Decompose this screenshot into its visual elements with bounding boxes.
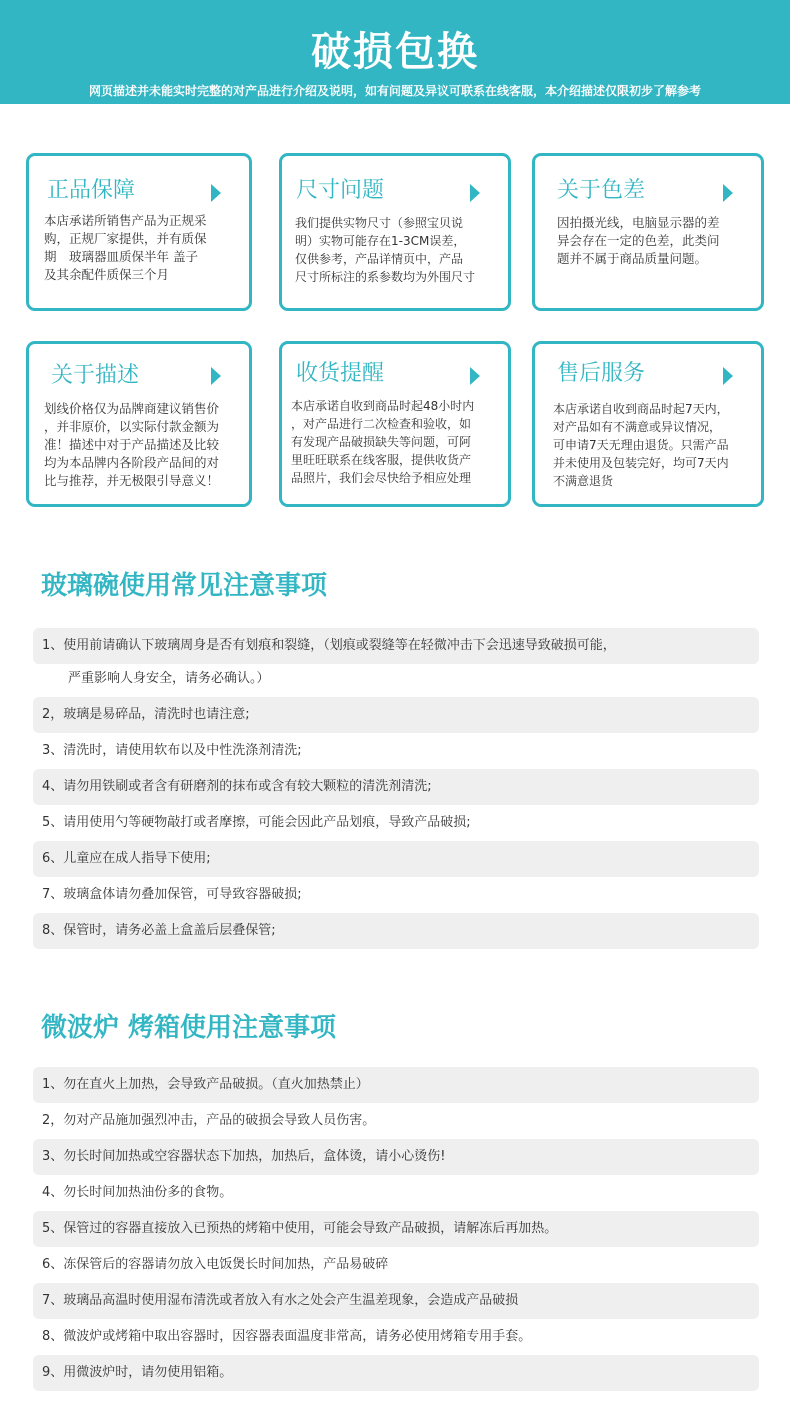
list-item: 6、儿童应在成人指导下使用; bbox=[33, 841, 759, 877]
card-color-difference bbox=[532, 153, 764, 311]
list-item: 1、勿在直火上加热，会导致产品破损。（直火加热禁止） bbox=[33, 1067, 759, 1103]
list-item: 5、保管过的容器直接放入已预热的烤箱中使用，可能会导致产品破损，请解冻后再加热。 bbox=[33, 1211, 759, 1247]
list-item: 8、微波炉或烤箱中取出容器时，因容器表面温度非常高，请务必使用烤箱专用手套。 bbox=[42, 1329, 532, 1344]
list-item: 1、使用前请确认下玻璃周身是否有划痕和裂缝，（划痕或裂缝等在轻微冲击下会迅速导致破损可能， bbox=[33, 628, 759, 664]
list-item: 8、保管时，请务必盖上盒盖后层叠保管; bbox=[33, 913, 759, 949]
list-item: 2，玻璃是易碎品，清洗时也请注意; bbox=[33, 697, 759, 733]
list-item: 严重影响人身安全，请务必确认。） bbox=[42, 671, 270, 686]
list-item: 7、玻璃品高温时使用湿布清洗或者放入有水之处会产生温差现象，会造成产品破损 bbox=[33, 1283, 759, 1319]
list-item: 3、勿长时间加热或空容器状态下加热，加热后，盒体烫，请小心烫伤! bbox=[33, 1139, 759, 1175]
card-about-description bbox=[26, 341, 252, 507]
header-banner bbox=[0, 0, 790, 104]
card-title: 收货提醒 bbox=[296, 361, 385, 386]
card-text: 本店承诺自收到商品时起7天内， 对产品如有不满意或异议情况， 可申请7天无理由退货。只需产品 并未使用及包装完好，均可7天内 不满意退货 bbox=[553, 402, 729, 488]
card-title: 正品保障 bbox=[47, 178, 136, 203]
arrow-right-icon bbox=[723, 184, 733, 202]
arrow-right-icon bbox=[211, 184, 221, 202]
list-item: 9、用微波炉时，请勿使用铝箱。 bbox=[33, 1355, 759, 1391]
card-receipt-reminder bbox=[279, 341, 511, 507]
card-title: 关于色差 bbox=[557, 178, 646, 203]
list-item: 5、请用使用勺等硬物敲打或者摩擦，可能会因此产品划痕，导致产品破损; bbox=[42, 815, 471, 830]
card-title: 尺寸问题 bbox=[296, 178, 385, 203]
list-item: 4、请勿用铁刷或者含有研磨剂的抹布或含有较大颗粒的清洗剂清洗; bbox=[33, 769, 759, 805]
card-title: 关于描述 bbox=[51, 363, 140, 388]
card-text: 本店承诺所销售产品为正规采 购，正规厂家提供，并有质保 期 玻璃器皿质保半年 盖子 及其余配件质保三个月 bbox=[44, 213, 207, 282]
card-text: 划线价格仅为品牌商建议销售价 ，并非原价，以实际付款金额为 准！描述中对于产品描述及比较 均为本品牌内各阶段产品间的对 比与推荐，并无极限引导意义！ bbox=[44, 401, 220, 488]
list-item: 7、玻璃盒体请勿叠加保管，可导致容器破损; bbox=[42, 887, 302, 902]
card-title: 售后服务 bbox=[557, 361, 646, 386]
arrow-right-icon bbox=[470, 367, 480, 385]
microwave-section-title: 微波炉 烤箱使用注意事项 bbox=[41, 1013, 337, 1043]
card-text: 我们提供实物尺寸（参照宝贝说 明）实物可能存在1-3CM误差， 仅供参考，产品详情页中，产品 尺寸所标注的系参数均为外围尺寸 bbox=[295, 216, 476, 284]
list-item: 4、勿长时间加热油份多的食物。 bbox=[42, 1185, 233, 1200]
arrow-right-icon bbox=[723, 367, 733, 385]
card-genuine-guarantee bbox=[26, 153, 252, 311]
page-subtitle: 网页描述并未能实时完整的对产品进行介绍及说明，如有问题及异议可联系在线客服，本介绍描述仅限初步了解参考 bbox=[88, 84, 701, 98]
arrow-right-icon bbox=[470, 184, 480, 202]
list-item: 6、冻保管后的容器请勿放入电饭煲长时间加热，产品易破碎 bbox=[42, 1257, 389, 1272]
glass-section-title: 玻璃碗使用常见注意事项 bbox=[41, 571, 328, 601]
page-title: 破损包换 bbox=[311, 29, 479, 75]
card-size-issue bbox=[279, 153, 511, 311]
card-after-sales bbox=[532, 341, 764, 507]
list-item: 3、清洗时，请使用软布以及中性洗涤剂清洗; bbox=[42, 743, 302, 758]
card-text: 本店承诺自收到商品时起48小时内 ，对产品进行二次检查和验收，如 有发现产品破损缺失等问题，可阿 里旺旺联系在线客服，提供收货产 品照片，我们会尽快给予相应处理 bbox=[291, 399, 475, 485]
arrow-right-icon bbox=[211, 367, 221, 385]
list-item: 2，勿对产品施加强烈冲击，产品的破损会导致人员伤害。 bbox=[42, 1113, 376, 1128]
card-text: 因拍摄光线，电脑显示器的差 异会存在一定的色差，此类问 题并不属于商品质量问题。 bbox=[557, 215, 720, 266]
